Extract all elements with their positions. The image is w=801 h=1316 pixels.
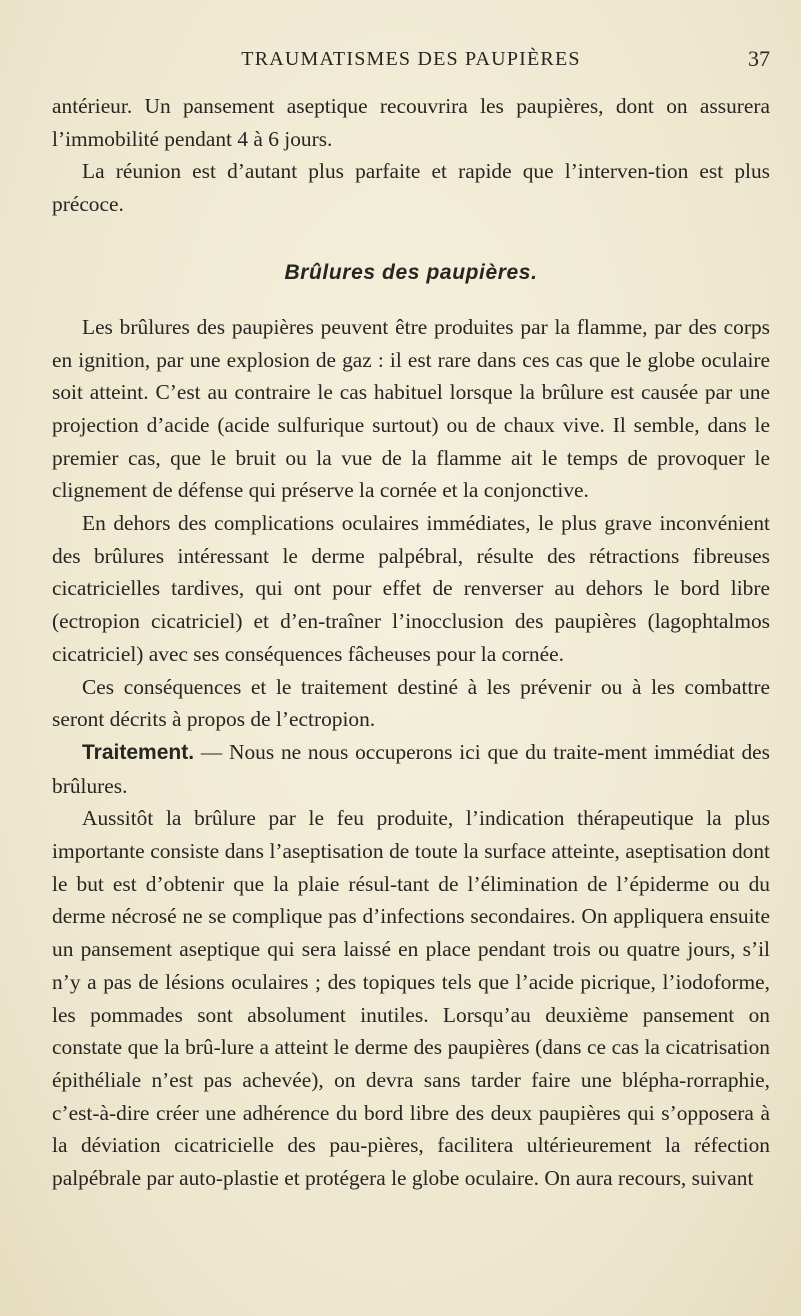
section-heading: Brûlures des paupières.: [284, 260, 538, 284]
paragraph: Ces conséquences et le traitement destiné à les prévenir ou à les combattre seront décrits à propos de l’ectropion.: [52, 674, 770, 732]
running-header: [52, 48, 770, 90]
paragraph-traitement: [52, 736, 770, 802]
paragraph-text: — Nous ne nous occuperons ici que du traite-ment immédiat des brûlures.: [52, 739, 770, 798]
body-text: [52, 90, 770, 1195]
paragraph: Aussitôt la brûlure par le feu produite, l’indication thérapeutique la plus importante consiste dans l’aseptisation de toute la surface atteinte, aseptisation dont le but est d’obtenir que la plaie résul-tant de l’élimination de l’épiderme ou du derme nécrosé ne se complique pas d’infections secondaires. On appliquera ensuite un pansement aseptique qui sera laissé en place pendant trois ou quatre jours, s’il n’y a pas de lésions oculaires ; des topiques tels que l’acide picrique, l’iodoforme, les pommades sont absolument inutiles. Lorsqu’au deuxième pansement on constate que la brû-lure a atteint le derme des paupières (dans ce cas la cicatrisation épithéliale n’est pas achevée), on devra sans tarder faire une blépha-rorraphie, c’est-à-dire créer une adhérence du bord libre des deux paupières qui s’opposera à la déviation cicatricielle des pau-pières, facilitera ultérieurement la réfection palpébrale par auto-plastie et protégera le globe oculaire. On aura recours, suivant: [52, 806, 770, 1191]
paragraph: La réunion est d’autant plus parfaite et rapide que l’interven-tion est plus précoce.: [52, 159, 770, 217]
page-number: 37: [748, 46, 770, 71]
run-in-heading: Traitement.: [82, 740, 195, 764]
paragraph-continuation: antérieur. Un pansement aseptique recouvrira les paupières, dont on assurera l’immobilité pendant 4 à 6 jours.: [52, 94, 770, 151]
paragraph: Les brûlures des paupières peuvent être produites par la flamme, par des corps en ignition, par une explosion de gaz : il est rare dans ces cas que le globe oculaire soit atteint. C’est au contraire le cas habituel lorsque la brûlure est causée par une projection d’acide (acide sulfurique surtout) ou de chaux vive. Il semble, dans le premier cas, que le bruit ou la vue de la flamme ait le temps de provoquer le clignement de défense qui préserve la cornée et la conjonctive.: [52, 314, 770, 503]
running-title: TRAUMATISMES DES PAUPIÈRES: [241, 48, 581, 70]
paragraph: En dehors des complications oculaires immédiates, le plus grave inconvénient des brûlures intéressant le derme palpébral, résulte des rétractions fibreuses cicatricielles tardives, qui ont pour effet de renverser au dehors le bord libre (ectropion cicatriciel) et d’en-traîner l’inocclusion des paupières (lagophtalmos cicatriciel) avec ses conséquences fâcheuses pour la cornée.: [52, 511, 770, 666]
